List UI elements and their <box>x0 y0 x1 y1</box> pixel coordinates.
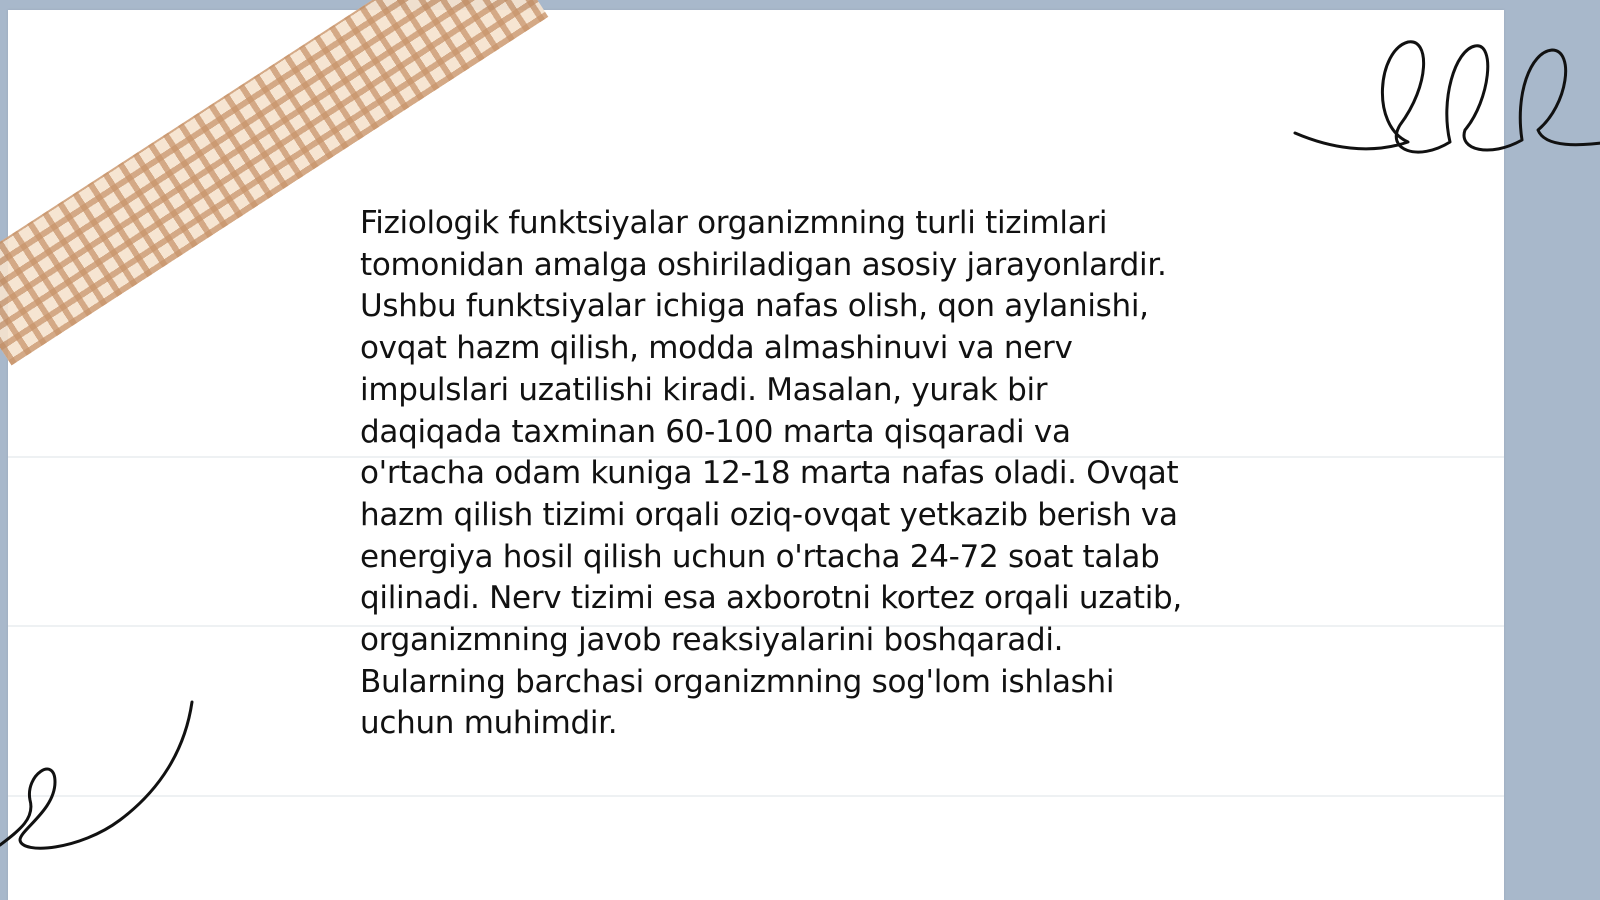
body-paragraph: Fiziologik funktsiyalar organizmning turli tizimlari tomonidan amalga oshiriladigan asosiy jarayonlardir. Ushbu funktsiyalar ichiga nafas olish, qon aylanishi, ovqat hazm qilish, modda almashinuvi va nerv impulslari uzatilishi kiradi. Masalan, yurak bir daqiqada taxminan 60-100 marta qisqaradi va o'rtacha odam kuniga 12-18 marta nafas oladi. Ovqat hazm qilish tizimi orqali oziq-ovqat yetkazib berish va energiya hosil qilish uchun o'rtacha 24-72 soat talab qilinadi. Nerv tizimi esa axborotni kortez orqali uzatib, organizmning javob reaksiyalarini boshqaradi. Bularning barchasi organizmning sog'lom ishlashi uchun muhimdir. <box>360 205 1182 742</box>
bottom-left-loop-squiggle-icon <box>0 700 200 850</box>
top-right-loop-squiggle-icon <box>1290 30 1600 170</box>
paper-rule-line <box>8 795 1504 797</box>
